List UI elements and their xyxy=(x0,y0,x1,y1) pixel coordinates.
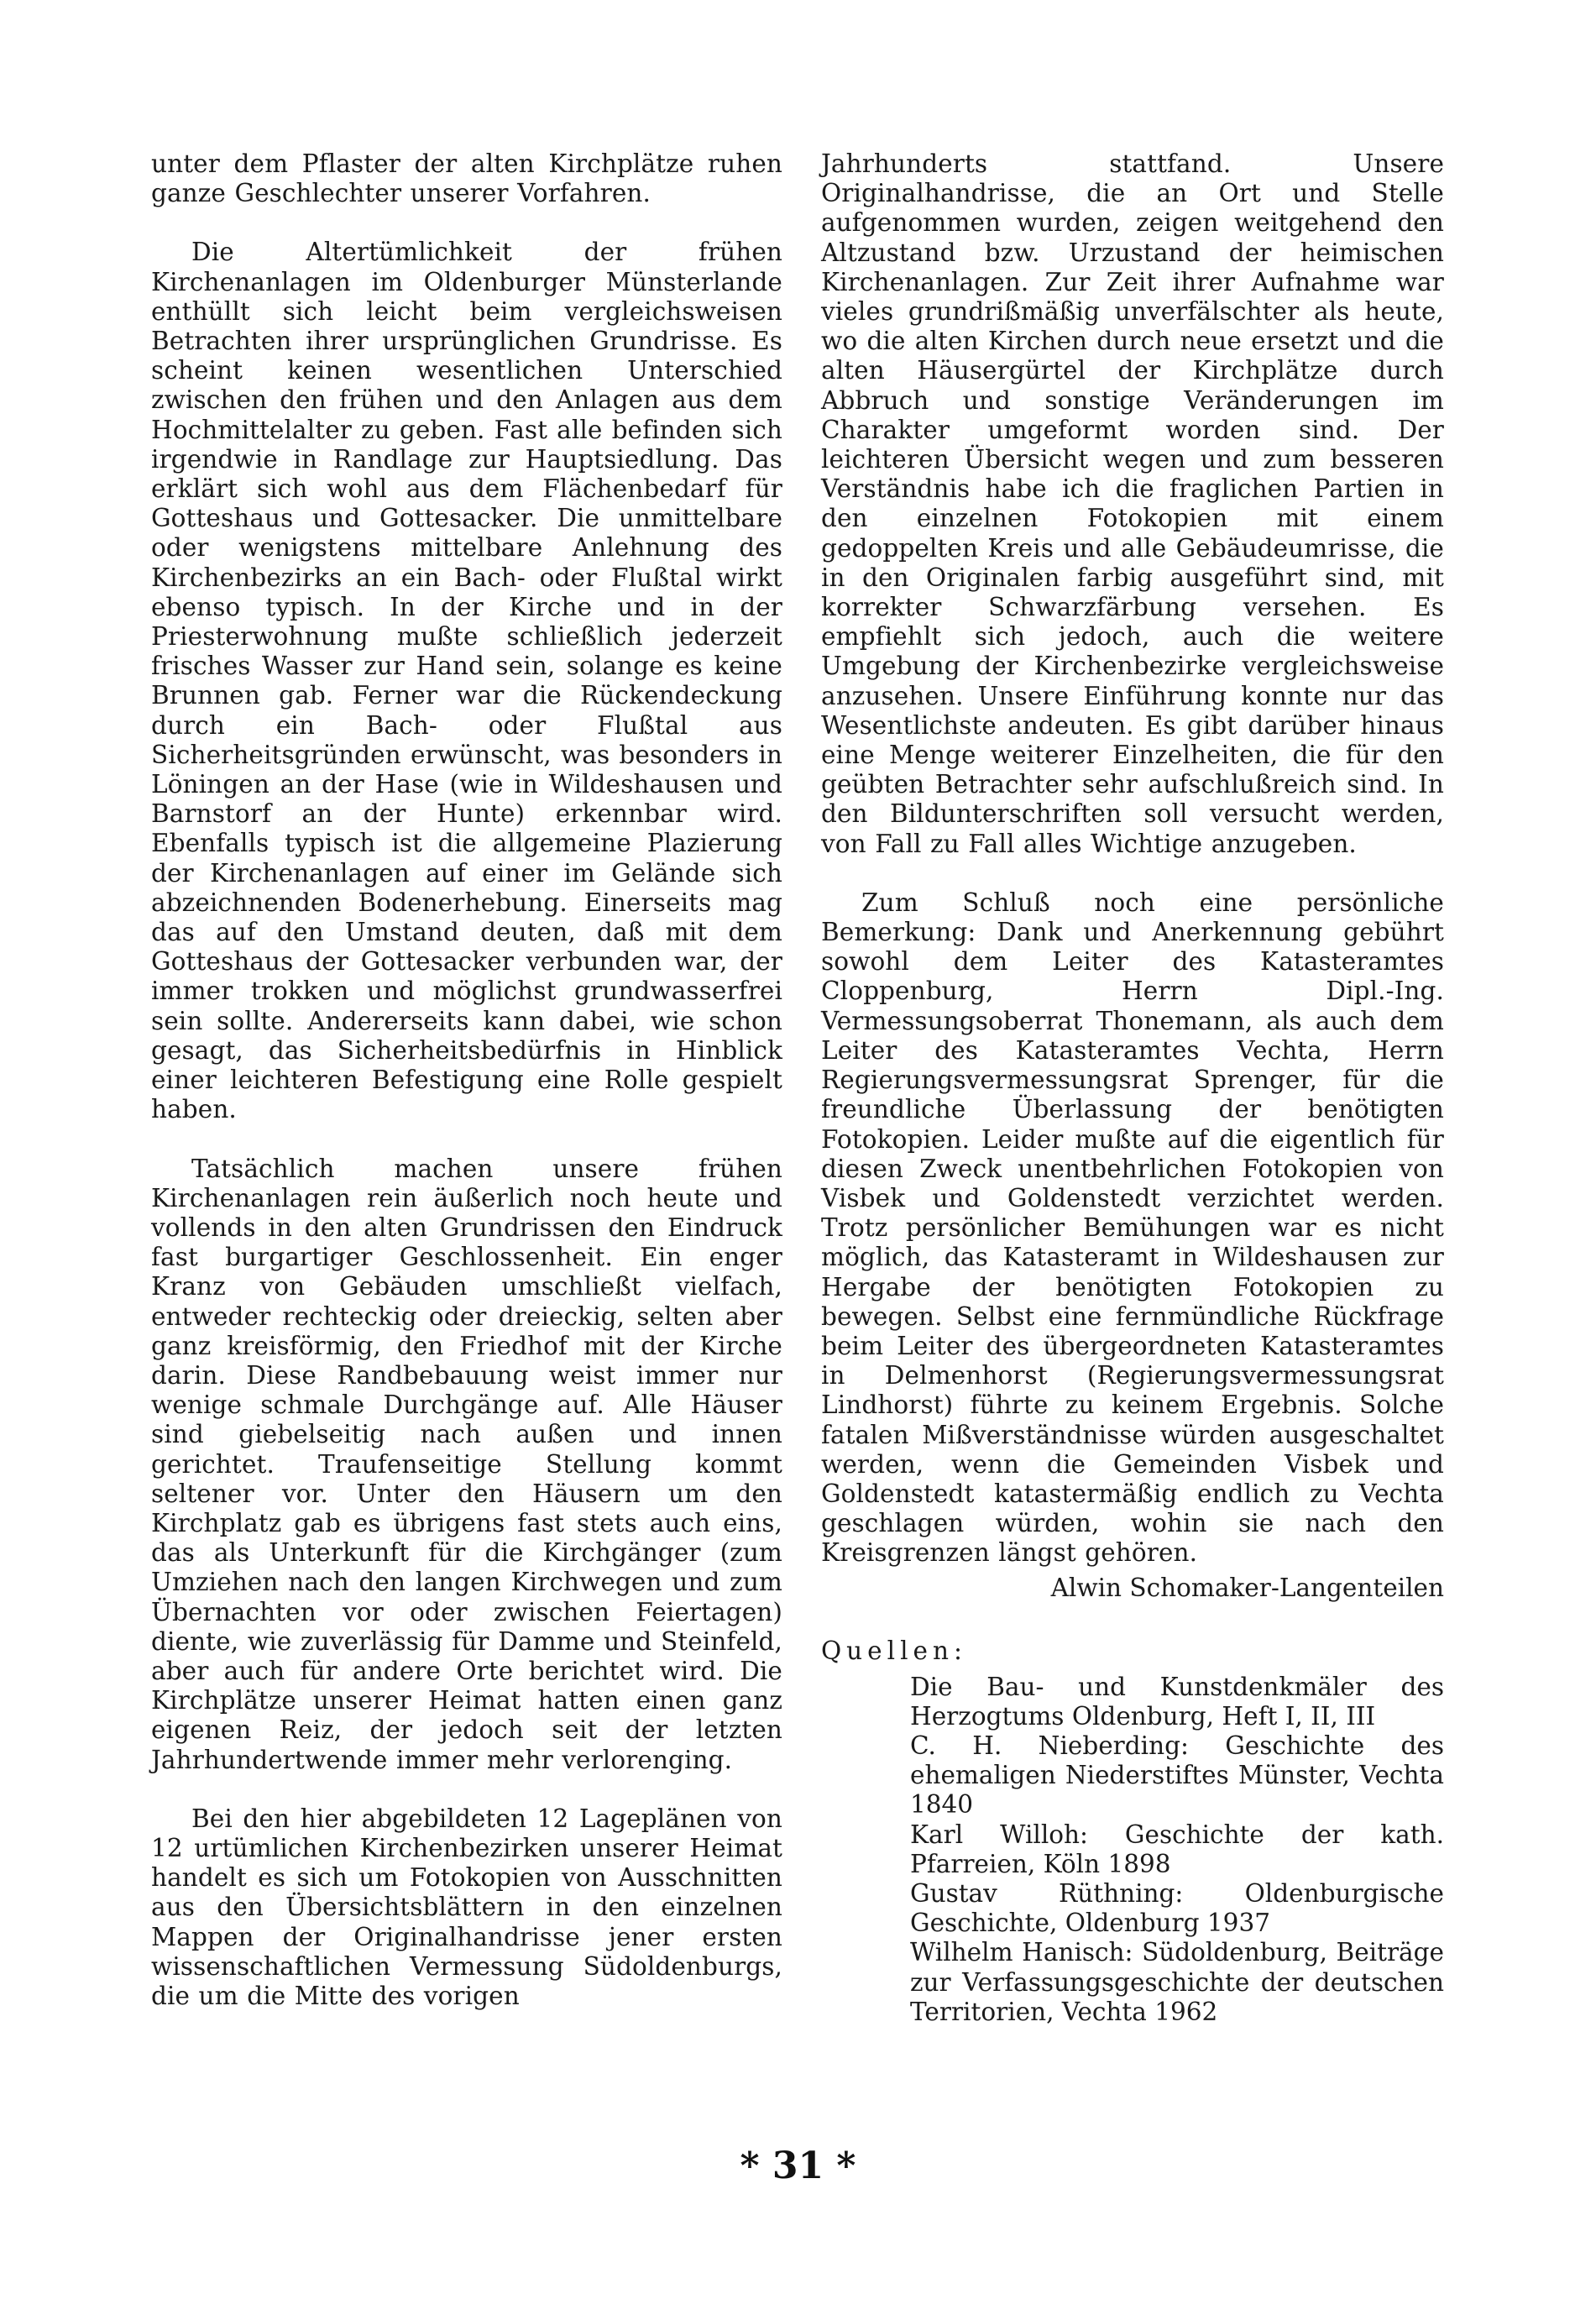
source-item: Gustav Rüthning: Oldenburgische Geschichte, Oldenburg 1937 xyxy=(910,1878,1444,1938)
left-column xyxy=(151,149,782,2011)
paragraph: Die Altertümlichkeit der frühen Kirchenanlagen im Oldenburger Münsterlande enthüllt sich leicht beim vergleichsweisen Betrachten ihrer ursprünglichen Grundrisse. Es scheint keinen wesentlichen Unterschied zwischen den frühen und den Anlagen aus dem Hochmittelalter zu geben. Fast alle befinden sich irgendwie in Randlage zur Hauptsiedlung. Das erklärt sich wohl aus dem Flächenbedarf für Gotteshaus und Gottesacker. Die unmittelbare oder wenigstens mittelbare Anlehnung des Kirchenbezirks an ein Bach- oder Flußtal wirkt ebenso typisch. In der Kirche und in der Priesterwohnung mußte schließlich jederzeit frisches Wasser zur Hand sein, solange es keine Brunnen gab. Ferner war die Rückendeckung durch ein Bach- oder Flußtal aus Sicherheitsgründen erwünscht, was besonders in Löningen an der Hase (wie in Wildeshausen und Barnstorf an der Hunte) erkennbar wird. Ebenfalls typisch ist die allgemeine Plazierung der Kirchenanlagen auf einer im Gelände sich abzeichnenden Bodenerhebung. Einerseits mag das auf den Umstand deuten, daß mit dem Gotteshaus der Gottesacker verbunden war, der immer trokken und möglichst grundwasserfrei sein sollte. Andererseits kann dabei, wie schon gesagt, das Sicherheitsbedürfnis in Hinblick einer leichteren Befestigung eine Rolle gespielt haben. xyxy=(151,238,782,1124)
source-item: Karl Willoh: Geschichte der kath. Pfarreien, Köln 1898 xyxy=(910,1820,1444,1878)
author-signature: Alwin Schomaker-Langenteilen xyxy=(1050,1573,1444,1602)
sources-list xyxy=(910,1673,1444,2027)
source-item: Die Bau- und Kunstdenkmäler des Herzogtums Oldenburg, Heft I, II, III xyxy=(910,1672,1444,1731)
right-column xyxy=(821,149,1444,2027)
paragraph: Zum Schluß noch eine persönliche Bemerkung: Dank und Anerkennung gebührt sowohl dem Leiter des Katasteramtes Cloppenburg, Herrn Dipl.-Ing. Vermessungsoberrat Thonemann, als auch dem Leiter des Katasteramtes Vechta, Herrn Regierungsvermessungsrat Sprenger, für die freundliche Überlassung der benötigten Fotokopien. Leider mußte auf die eigentlich für diesen Zweck unentbehrlichen Fotokopien von Visbek und Goldenstedt verzichtet werden. Trotz persönlicher Bemühungen war es nicht möglich, das Katasteramt in Wildeshausen zur Hergabe der benötigten Fotokopien zu bewegen. Selbst eine fernmündliche Rückfrage beim Leiter des übergeordneten Katasteramtes in Delmenhorst (Regierungsvermessungsrat Lindhorst) führte zu keinem Ergebnis. Solche fatalen Mißverständnisse würden ausgeschaltet werden, wenn die Gemeinden Visbek und Goldenstedt katastermäßig endlich zu Vechta geschlagen würden, wohin sie nach den Kreisgrenzen längst gehören. xyxy=(821,888,1444,1568)
paragraph: Tatsächlich machen unsere frühen Kirchenanlagen rein äußerlich noch heute und vollends in den alten Grundrissen den Eindruck fast burgartiger Geschlossenheit. Ein enger Kranz von Gebäuden umschließt vielfach, entweder rechteckig oder dreieckig, selten aber ganz kreisförmig, den Friedhof mit der Kirche darin. Diese Randbebauung weist immer nur wenige schmale Durchgänge auf. Alle Häuser sind giebelseitig nach außen und innen gerichtet. Traufenseitige Stellung kommt seltener vor. Unter den Häusern um den Kirchplatz gab es übrigens fast stets auch eins, das als Unterkunft für die Kirchgänger (zum Umziehen nach den langen Kirchwegen und zum Übernachten vor oder zwischen Feiertagen) diente, wie zuverlässig für Damme und Steinfeld, aber auch für andere Orte berichtet wird. Die Kirchplätze unserer Heimat hatten einen ganz eigenen Reiz, der jedoch seit der letzten Jahrhundertwende immer mehr verlorenging. xyxy=(151,1154,782,1774)
paragraph: unter dem Pflaster der alten Kirchplätze ruhen ganze Geschlechter unserer Vorfahren. xyxy=(151,149,782,208)
page-number: * 31 * xyxy=(740,2145,856,2187)
paragraph: Bei den hier abgebildeten 12 Lageplänen von 12 urtümlichen Kirchenbezirken unserer Heimat handelt es sich um Fotokopien von Ausschnitten aus den Übersichtsblättern in den einzelnen Mappen der Originalhandrisse jener ersten wissenschaftlichen Vermessung Südoldenburgs, die um die Mitte des vorigen xyxy=(151,1804,782,2010)
paragraph: Jahrhunderts stattfand. Unsere Originalhandrisse, die an Ort und Stelle aufgenommen wurden, zeigen weitgehend den Altzustand bzw. Urzustand der heimischen Kirchenanlagen. Zur Zeit ihrer Aufnahme war vieles grundrißmäßig unverfälschter als heute, wo die alten Kirchen durch neue ersetzt und die alten Häusergürtel der Kirchplätze durch Abbruch und sonstige Veränderungen im Charakter umgeformt worden sind. Der leichteren Übersicht wegen und zum besseren Verständnis habe ich die fraglichen Partien in den einzelnen Fotokopien mit einem gedoppelten Kreis und alle Gebäudeumrisse, die in den Originalen farbig ausgeführt sind, mit korrekter Schwarzfärbung versehen. Es empfiehlt sich jedoch, auch die weitere Umgebung der Kirchenbezirke vergleichsweise anzusehen. Unsere Einführung konnte nur das Wesentlichste andeuten. Es gibt darüber hinaus eine Menge weiterer Einzelheiten, die für den geübten Betrachter sehr aufschlußreich sind. In den Bildunterschriften soll versucht werden, von Fall zu Fall alles Wichtige anzugeben. xyxy=(821,149,1444,858)
sources-heading: Quellen: xyxy=(821,1636,967,1665)
source-item: C. H. Nieberding: Geschichte des ehemaligen Niederstiftes Münster, Vechta 1840 xyxy=(910,1731,1444,1820)
source-item: Wilhelm Hanisch: Südoldenburg, Beiträge zur Verfassungsgeschichte der deutschen Territorien, Vechta 1962 xyxy=(910,1938,1444,2026)
